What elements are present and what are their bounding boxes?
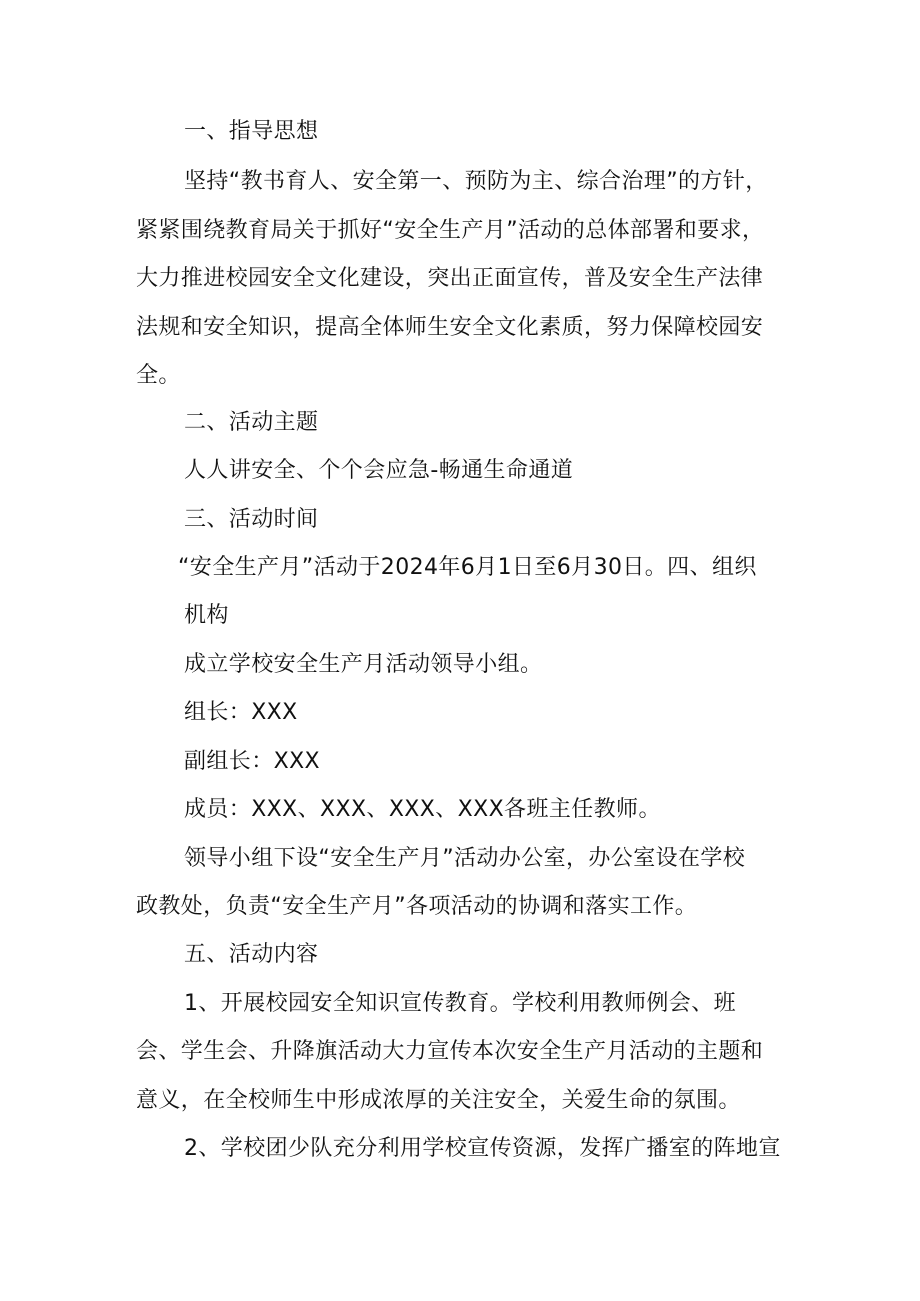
deputy-leader-line: 副组长：XXX [184,749,321,774]
paragraph-line: 成立学校安全生产月活动领导小组。 [184,652,543,677]
paragraph-line: 意义，在全校师生中形成浓厚的关注安全，关爱生命的氛围。 [136,1088,741,1113]
paragraph-line: 全。 [136,363,181,388]
paragraph-line: 紧紧围绕教育局关于抓好“安全生产月”活动的总体部署和要求， [136,218,765,243]
paragraph-line: 大力推进校园安全文化建设，突出正面宣传，普及安全生产法律 [136,266,764,291]
team-leader-line: 组长：XXX [184,700,298,725]
paragraph-line: 1、开展校园安全知识宣传教育。学校利用教师例会、班 [184,991,736,1016]
section-heading-activity-time: 三、活动时间 [184,507,319,532]
paragraph-line: 领导小组下设“安全生产月”活动办公室，办公室设在学校 [184,846,746,871]
members-line: 成员：XXX、XXX、XXX、XXX各班主任教师。 [184,797,661,822]
paragraph-line: 坚持“教书育人、安全第一、预防为主、综合治理”的方针， [184,169,768,194]
paragraph-line: “安全生产月”活动于2024年6月1日至6月30日。四、组织 [178,555,757,580]
paragraph-line: 会、学生会、升降旗活动大力宣传本次安全生产月活动的主题和 [136,1039,764,1064]
section-heading-activity-content: 五、活动内容 [184,942,319,967]
theme-text: 人人讲安全、个个会应急-畅通生命通道 [184,458,574,483]
paragraph-line: 法规和安全知识，提高全体师生安全文化素质，努力保障校园安 [136,315,764,340]
paragraph-line: 2、学校团少队充分利用学校宣传资源，发挥广播室的阵地宣 [184,1136,781,1161]
paragraph-line: 政教处，负责“安全生产月”各项活动的协调和落实工作。 [136,894,698,919]
section-heading-guiding-ideology: 一、指导思想 [184,119,319,144]
section-heading-activity-theme: 二、活动主题 [184,410,319,435]
paragraph-line: 机构 [184,603,229,628]
